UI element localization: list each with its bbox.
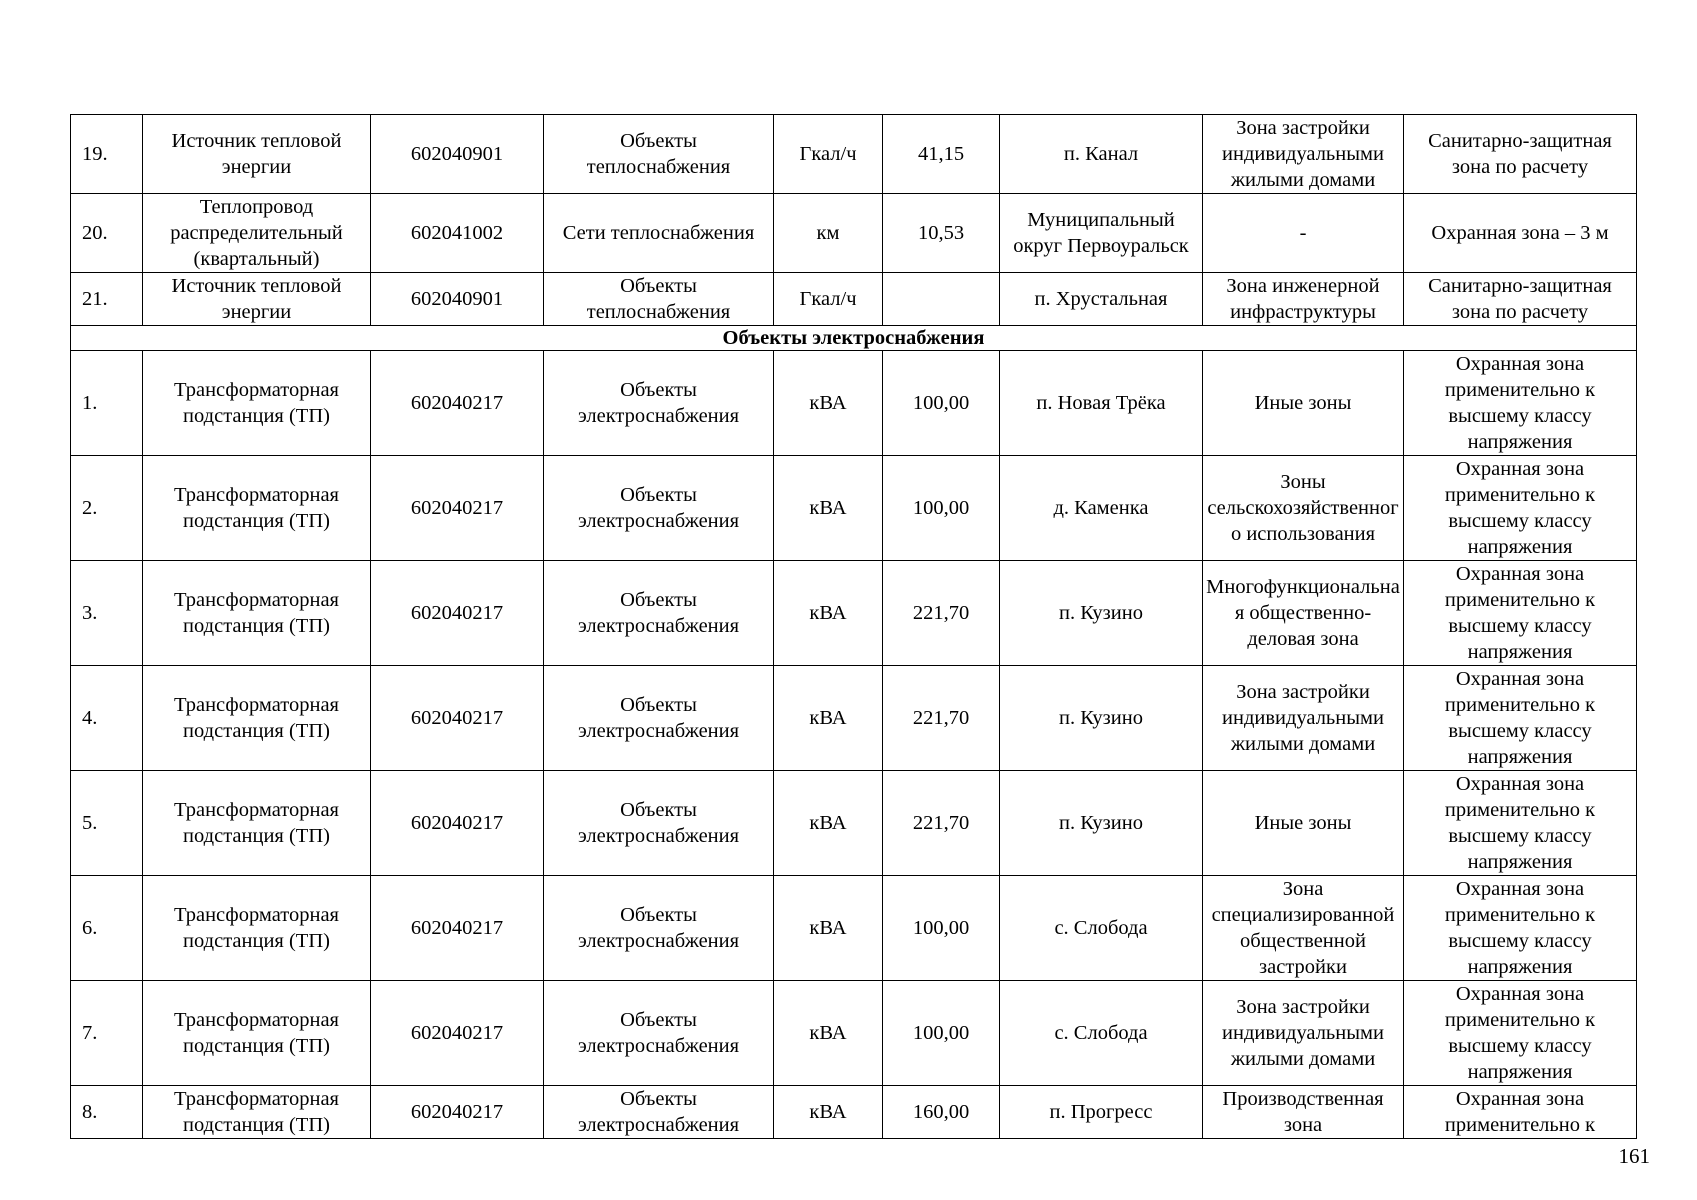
capacity-value-cell: 100,00 <box>883 351 1000 456</box>
row-number-cell: 2. <box>71 456 143 561</box>
unit-of-measure-cell: Гкал/ч <box>774 273 883 326</box>
location-cell: с. Слобода <box>1000 981 1203 1086</box>
unit-of-measure-cell: кВА <box>774 351 883 456</box>
section-title: Объекты электроснабжения <box>71 326 1637 351</box>
location-cell: п. Канал <box>1000 115 1203 194</box>
functional-zone-cell: Иные зоны <box>1203 351 1404 456</box>
object-name-cell: Трансформаторная подстанция (ТП) <box>143 351 371 456</box>
restriction-zone-cell: Охранная зона – 3 м <box>1404 194 1637 273</box>
restriction-zone-cell: Охранная зона применительно к высшему классу напряжения <box>1404 456 1637 561</box>
row-number-cell: 6. <box>71 876 143 981</box>
page-number: 161 <box>1618 1144 1650 1168</box>
functional-zone-cell: Иные зоны <box>1203 771 1404 876</box>
capacity-value-cell: 221,70 <box>883 561 1000 666</box>
capacity-value-cell: 100,00 <box>883 876 1000 981</box>
table-row <box>71 194 1637 273</box>
object-name-cell: Трансформаторная подстанция (ТП) <box>143 876 371 981</box>
functional-zone-cell: Зона застройки индивидуальными жилыми домами <box>1203 981 1404 1086</box>
object-code-cell: 602040901 <box>371 115 544 194</box>
object-type-cell: Объекты электроснабжения <box>544 981 774 1086</box>
unit-of-measure-cell: Гкал/ч <box>774 115 883 194</box>
object-type-cell: Объекты электроснабжения <box>544 771 774 876</box>
location-cell: Муниципальный округ Первоуральск <box>1000 194 1203 273</box>
location-cell: п. Кузино <box>1000 771 1203 876</box>
object-type-cell: Объекты теплоснабжения <box>544 273 774 326</box>
object-name-cell: Трансформаторная подстанция (ТП) <box>143 561 371 666</box>
functional-zone-cell: - <box>1203 194 1404 273</box>
object-code-cell: 602040217 <box>371 456 544 561</box>
section-header-row <box>71 326 1637 351</box>
object-code-cell: 602040217 <box>371 666 544 771</box>
location-cell: с. Слобода <box>1000 876 1203 981</box>
functional-zone-cell: Зона специализированной общественной застройки <box>1203 876 1404 981</box>
capacity-value-cell: 10,53 <box>883 194 1000 273</box>
object-type-cell: Объекты электроснабжения <box>544 351 774 456</box>
restriction-zone-cell: Охранная зона применительно к высшему классу напряжения <box>1404 771 1637 876</box>
capacity-value-cell: 100,00 <box>883 981 1000 1086</box>
restriction-zone-cell: Санитарно-защитная зона по расчету <box>1404 273 1637 326</box>
table-row <box>71 981 1637 1086</box>
restriction-zone-cell: Охранная зона применительно к <box>1404 1086 1637 1139</box>
unit-of-measure-cell: кВА <box>774 771 883 876</box>
row-number-cell: 1. <box>71 351 143 456</box>
object-type-cell: Сети теплоснабжения <box>544 194 774 273</box>
row-number-cell: 19. <box>71 115 143 194</box>
object-code-cell: 602040217 <box>371 561 544 666</box>
capacity-value-cell: 221,70 <box>883 771 1000 876</box>
unit-of-measure-cell: кВА <box>774 456 883 561</box>
object-name-cell: Теплопровод распределительный (квартальный) <box>143 194 371 273</box>
object-code-cell: 602040217 <box>371 351 544 456</box>
location-cell: п. Прогресс <box>1000 1086 1203 1139</box>
table-row <box>71 666 1637 771</box>
functional-zone-cell: Зона застройки индивидуальными жилыми домами <box>1203 115 1404 194</box>
table-row <box>71 771 1637 876</box>
object-name-cell: Источник тепловой энергии <box>143 273 371 326</box>
table-row <box>71 115 1637 194</box>
object-type-cell: Объекты электроснабжения <box>544 876 774 981</box>
restriction-zone-cell: Охранная зона применительно к высшему классу напряжения <box>1404 351 1637 456</box>
row-number-cell: 21. <box>71 273 143 326</box>
restriction-zone-cell: Санитарно-защитная зона по расчету <box>1404 115 1637 194</box>
objects-table <box>70 114 1637 1139</box>
table-row <box>71 561 1637 666</box>
functional-zone-cell: Зона застройки индивидуальными жилыми домами <box>1203 666 1404 771</box>
restriction-zone-cell: Охранная зона применительно к высшему классу напряжения <box>1404 876 1637 981</box>
table-row <box>71 351 1637 456</box>
functional-zone-cell: Зона инженерной инфраструктуры <box>1203 273 1404 326</box>
restriction-zone-cell: Охранная зона применительно к высшему классу напряжения <box>1404 561 1637 666</box>
capacity-value-cell: 160,00 <box>883 1086 1000 1139</box>
unit-of-measure-cell: кВА <box>774 561 883 666</box>
location-cell: п. Хрустальная <box>1000 273 1203 326</box>
object-code-cell: 602040217 <box>371 1086 544 1139</box>
table-row <box>71 273 1637 326</box>
table-body <box>71 115 1637 1139</box>
functional-zone-cell: Производственная зона <box>1203 1086 1404 1139</box>
table-row <box>71 876 1637 981</box>
object-type-cell: Объекты электроснабжения <box>544 666 774 771</box>
row-number-cell: 7. <box>71 981 143 1086</box>
table-row <box>71 456 1637 561</box>
object-code-cell: 602040901 <box>371 273 544 326</box>
functional-zone-cell: Зоны сельскохозяйственного использования <box>1203 456 1404 561</box>
object-type-cell: Объекты электроснабжения <box>544 1086 774 1139</box>
object-type-cell: Объекты электроснабжения <box>544 561 774 666</box>
location-cell: д. Каменка <box>1000 456 1203 561</box>
capacity-value-cell: 100,00 <box>883 456 1000 561</box>
object-name-cell: Источник тепловой энергии <box>143 115 371 194</box>
object-name-cell: Трансформаторная подстанция (ТП) <box>143 666 371 771</box>
row-number-cell: 4. <box>71 666 143 771</box>
object-name-cell: Трансформаторная подстанция (ТП) <box>143 771 371 876</box>
row-number-cell: 20. <box>71 194 143 273</box>
restriction-zone-cell: Охранная зона применительно к высшему классу напряжения <box>1404 981 1637 1086</box>
capacity-value-cell: 41,15 <box>883 115 1000 194</box>
object-name-cell: Трансформаторная подстанция (ТП) <box>143 981 371 1086</box>
unit-of-measure-cell: кВА <box>774 876 883 981</box>
table-row <box>71 1086 1637 1139</box>
unit-of-measure-cell: км <box>774 194 883 273</box>
row-number-cell: 8. <box>71 1086 143 1139</box>
restriction-zone-cell: Охранная зона применительно к высшему классу напряжения <box>1404 666 1637 771</box>
object-name-cell: Трансформаторная подстанция (ТП) <box>143 456 371 561</box>
location-cell: п. Кузино <box>1000 666 1203 771</box>
unit-of-measure-cell: кВА <box>774 1086 883 1139</box>
row-number-cell: 5. <box>71 771 143 876</box>
object-type-cell: Объекты теплоснабжения <box>544 115 774 194</box>
location-cell: п. Новая Трёка <box>1000 351 1203 456</box>
object-name-cell: Трансформаторная подстанция (ТП) <box>143 1086 371 1139</box>
capacity-value-cell: 221,70 <box>883 666 1000 771</box>
unit-of-measure-cell: кВА <box>774 981 883 1086</box>
capacity-value-cell <box>883 273 1000 326</box>
object-code-cell: 602040217 <box>371 876 544 981</box>
location-cell: п. Кузино <box>1000 561 1203 666</box>
object-code-cell: 602040217 <box>371 771 544 876</box>
row-number-cell: 3. <box>71 561 143 666</box>
object-code-cell: 602040217 <box>371 981 544 1086</box>
functional-zone-cell: Многофункциональная общественно-деловая зона <box>1203 561 1404 666</box>
object-code-cell: 602041002 <box>371 194 544 273</box>
unit-of-measure-cell: кВА <box>774 666 883 771</box>
object-type-cell: Объекты электроснабжения <box>544 456 774 561</box>
